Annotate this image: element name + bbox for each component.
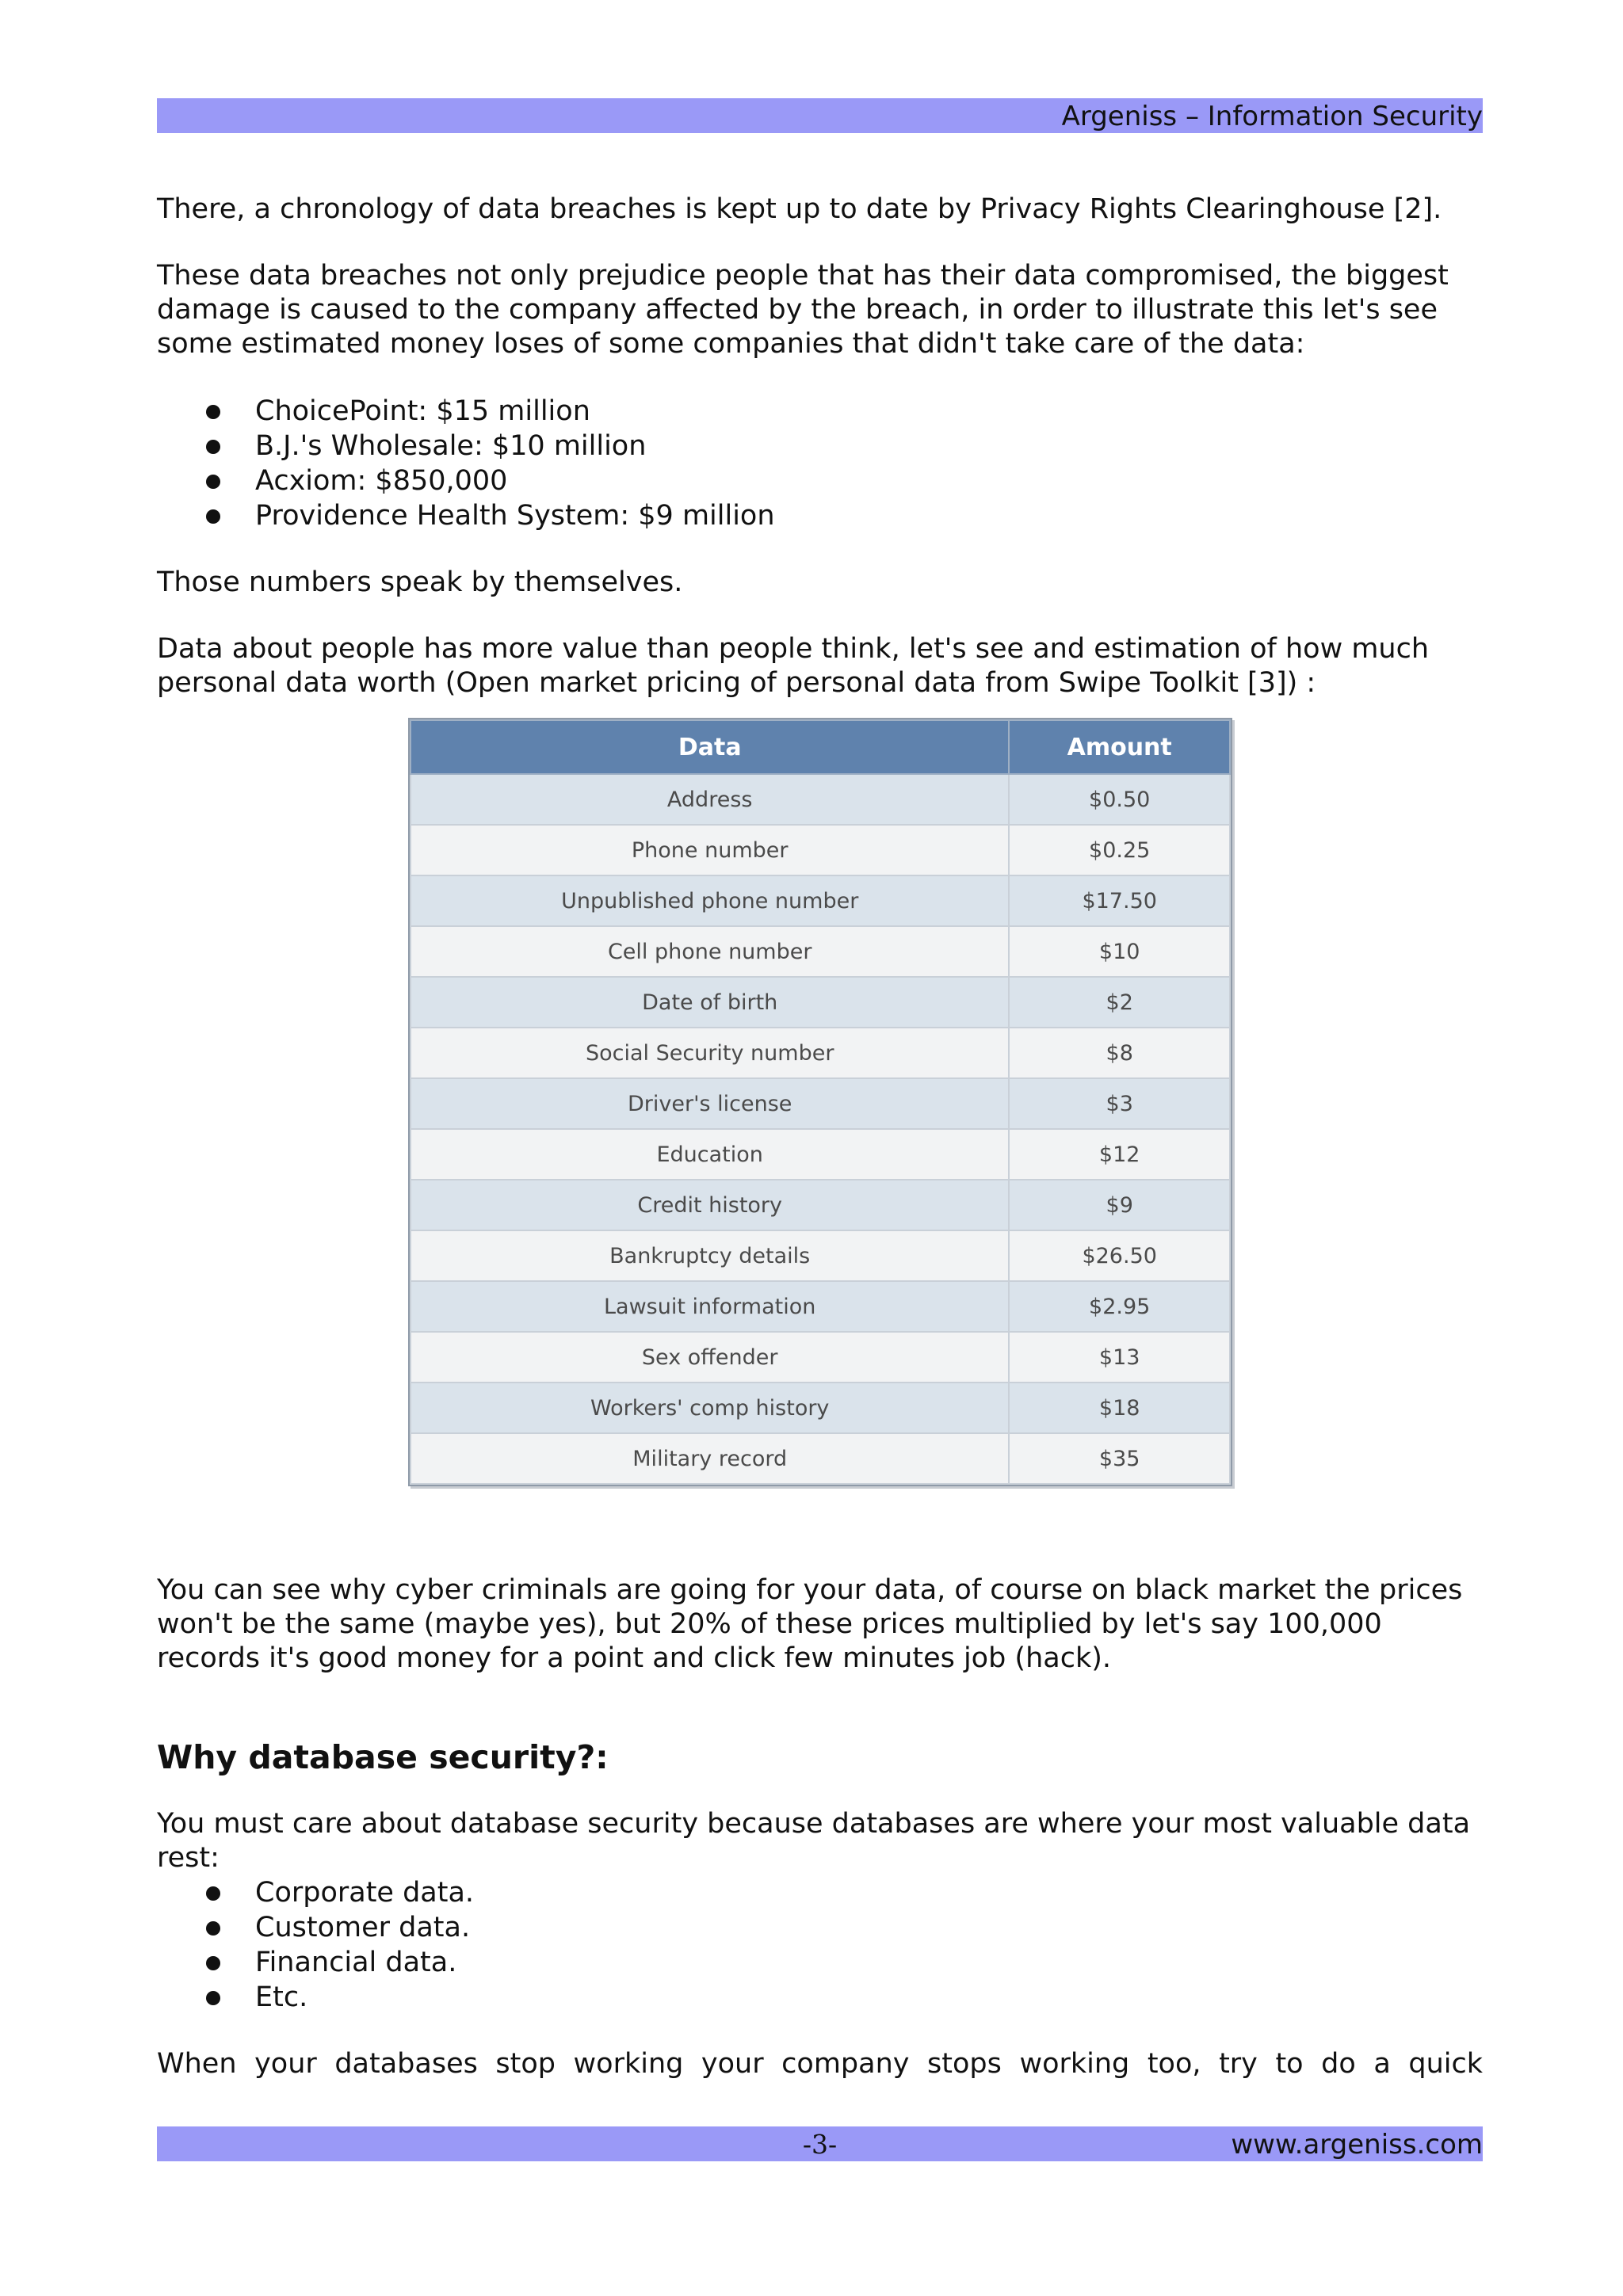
list-item bbox=[157, 463, 1483, 498]
cell-data: Military record bbox=[411, 1433, 1009, 1484]
cyber-criminals-paragraph: You can see why cyber criminals are going for your data, of course on black market the prices won't be the same (maybe yes), but 20% of these prices multiplied by let's say 100,000 records it's good money for a point and click few minutes job (hack). bbox=[157, 1574, 1463, 1674]
cell-amount: $3 bbox=[1009, 1078, 1230, 1129]
table-row bbox=[411, 926, 1230, 977]
list-item bbox=[157, 1875, 1483, 1910]
list-item bbox=[157, 1910, 1483, 1945]
list-item-text: Etc. bbox=[255, 1981, 308, 2013]
data-types-list bbox=[157, 1875, 1483, 2015]
column-header-amount: Amount bbox=[1009, 720, 1230, 774]
numbers-paragraph: Those numbers speak by themselves. bbox=[157, 566, 683, 598]
table-row bbox=[411, 774, 1230, 825]
cell-data: Driver's license bbox=[411, 1078, 1009, 1129]
list-item-text: Providence Health System: $9 million bbox=[255, 500, 775, 532]
bullet-icon bbox=[206, 509, 220, 524]
table-row bbox=[411, 1078, 1230, 1129]
table-row bbox=[411, 1028, 1230, 1078]
table-row bbox=[411, 1433, 1230, 1484]
cell-amount: $8 bbox=[1009, 1028, 1230, 1078]
list-item-text: B.J.'s Wholesale: $10 million bbox=[255, 430, 647, 462]
list-item-text: Acxiom: $850,000 bbox=[255, 465, 508, 497]
cell-amount: $17.50 bbox=[1009, 875, 1230, 926]
cell-data: Education bbox=[411, 1129, 1009, 1180]
section-heading: Why database security?: bbox=[157, 1738, 609, 1776]
cell-data: Unpublished phone number bbox=[411, 875, 1009, 926]
cell-amount: $35 bbox=[1009, 1433, 1230, 1484]
closing-paragraph: When your databases stop working your company stops working too, try to do a quick bbox=[157, 2048, 1483, 2080]
table-row bbox=[411, 825, 1230, 875]
bullet-icon bbox=[206, 440, 220, 454]
cell-amount: $0.25 bbox=[1009, 825, 1230, 875]
cell-data: Phone number bbox=[411, 825, 1009, 875]
page-header bbox=[157, 98, 1483, 133]
cell-amount: $0.50 bbox=[1009, 774, 1230, 825]
list-item-text: Customer data. bbox=[255, 1912, 471, 1943]
cell-data: Lawsuit information bbox=[411, 1281, 1009, 1332]
table-row bbox=[411, 1332, 1230, 1383]
table-row bbox=[411, 1230, 1230, 1281]
bullet-icon bbox=[206, 1956, 220, 1970]
data-value-paragraph: Data about people has more value than people think, let's see and estimation of how much personal data worth (Open market pricing of personal data from Swipe Toolkit [3]) : bbox=[157, 633, 1430, 699]
intro-paragraph-2: These data breaches not only prejudice people that has their data compromised, the biggest damage is caused to the company affected by the breach, in order to illustrate this let's see some estimated money loses of some companies that didn't take care of the data: bbox=[157, 260, 1449, 360]
cell-data: Sex offender bbox=[411, 1332, 1009, 1383]
list-item-text: Financial data. bbox=[255, 1947, 457, 1978]
list-item bbox=[157, 498, 1483, 533]
cell-amount: $18 bbox=[1009, 1383, 1230, 1433]
table-row bbox=[411, 977, 1230, 1028]
list-item-text: ChoicePoint: $15 million bbox=[255, 395, 590, 427]
page-number: -3- bbox=[802, 2129, 838, 2160]
pricing-table bbox=[410, 719, 1231, 1485]
bullet-icon bbox=[206, 405, 220, 419]
cell-amount: $12 bbox=[1009, 1129, 1230, 1180]
bullet-icon bbox=[206, 475, 220, 489]
table-header-row bbox=[411, 720, 1230, 774]
cell-amount: $13 bbox=[1009, 1332, 1230, 1383]
cell-data: Credit history bbox=[411, 1180, 1009, 1230]
table-row bbox=[411, 875, 1230, 926]
cell-data: Workers' comp history bbox=[411, 1383, 1009, 1433]
header-title: Argeniss – Information Security bbox=[1061, 101, 1483, 132]
table-row bbox=[411, 1281, 1230, 1332]
table-row bbox=[411, 1180, 1230, 1230]
cell-data: Address bbox=[411, 774, 1009, 825]
intro-paragraph-1: There, a chronology of data breaches is kept up to date by Privacy Rights Clearinghouse [2]. bbox=[157, 193, 1442, 225]
list-item bbox=[157, 1980, 1483, 2015]
footer-url: www.argeniss.com bbox=[1231, 2129, 1483, 2161]
bullet-icon bbox=[206, 1991, 220, 2005]
cell-amount: $2 bbox=[1009, 977, 1230, 1028]
cell-amount: $26.50 bbox=[1009, 1230, 1230, 1281]
list-item bbox=[157, 429, 1483, 463]
losses-list bbox=[157, 394, 1483, 533]
cell-data: Date of birth bbox=[411, 977, 1009, 1028]
pricing-table-container bbox=[408, 718, 1232, 1486]
list-item bbox=[157, 394, 1483, 429]
cell-data: Social Security number bbox=[411, 1028, 1009, 1078]
cell-data: Bankruptcy details bbox=[411, 1230, 1009, 1281]
table-row bbox=[411, 1129, 1230, 1180]
list-item bbox=[157, 1945, 1483, 1980]
cell-data: Cell phone number bbox=[411, 926, 1009, 977]
list-item-text: Corporate data. bbox=[255, 1877, 475, 1909]
cell-amount: $2.95 bbox=[1009, 1281, 1230, 1332]
page-footer bbox=[157, 2126, 1483, 2161]
document-body bbox=[157, 193, 1483, 2114]
column-header-data: Data bbox=[411, 720, 1009, 774]
cell-amount: $9 bbox=[1009, 1180, 1230, 1230]
section-intro-paragraph: You must care about database security because databases are where your most valuable data rest: bbox=[157, 1808, 1471, 1874]
bullet-icon bbox=[206, 1921, 220, 1936]
bullet-icon bbox=[206, 1886, 220, 1901]
cell-amount: $10 bbox=[1009, 926, 1230, 977]
table-row bbox=[411, 1383, 1230, 1433]
